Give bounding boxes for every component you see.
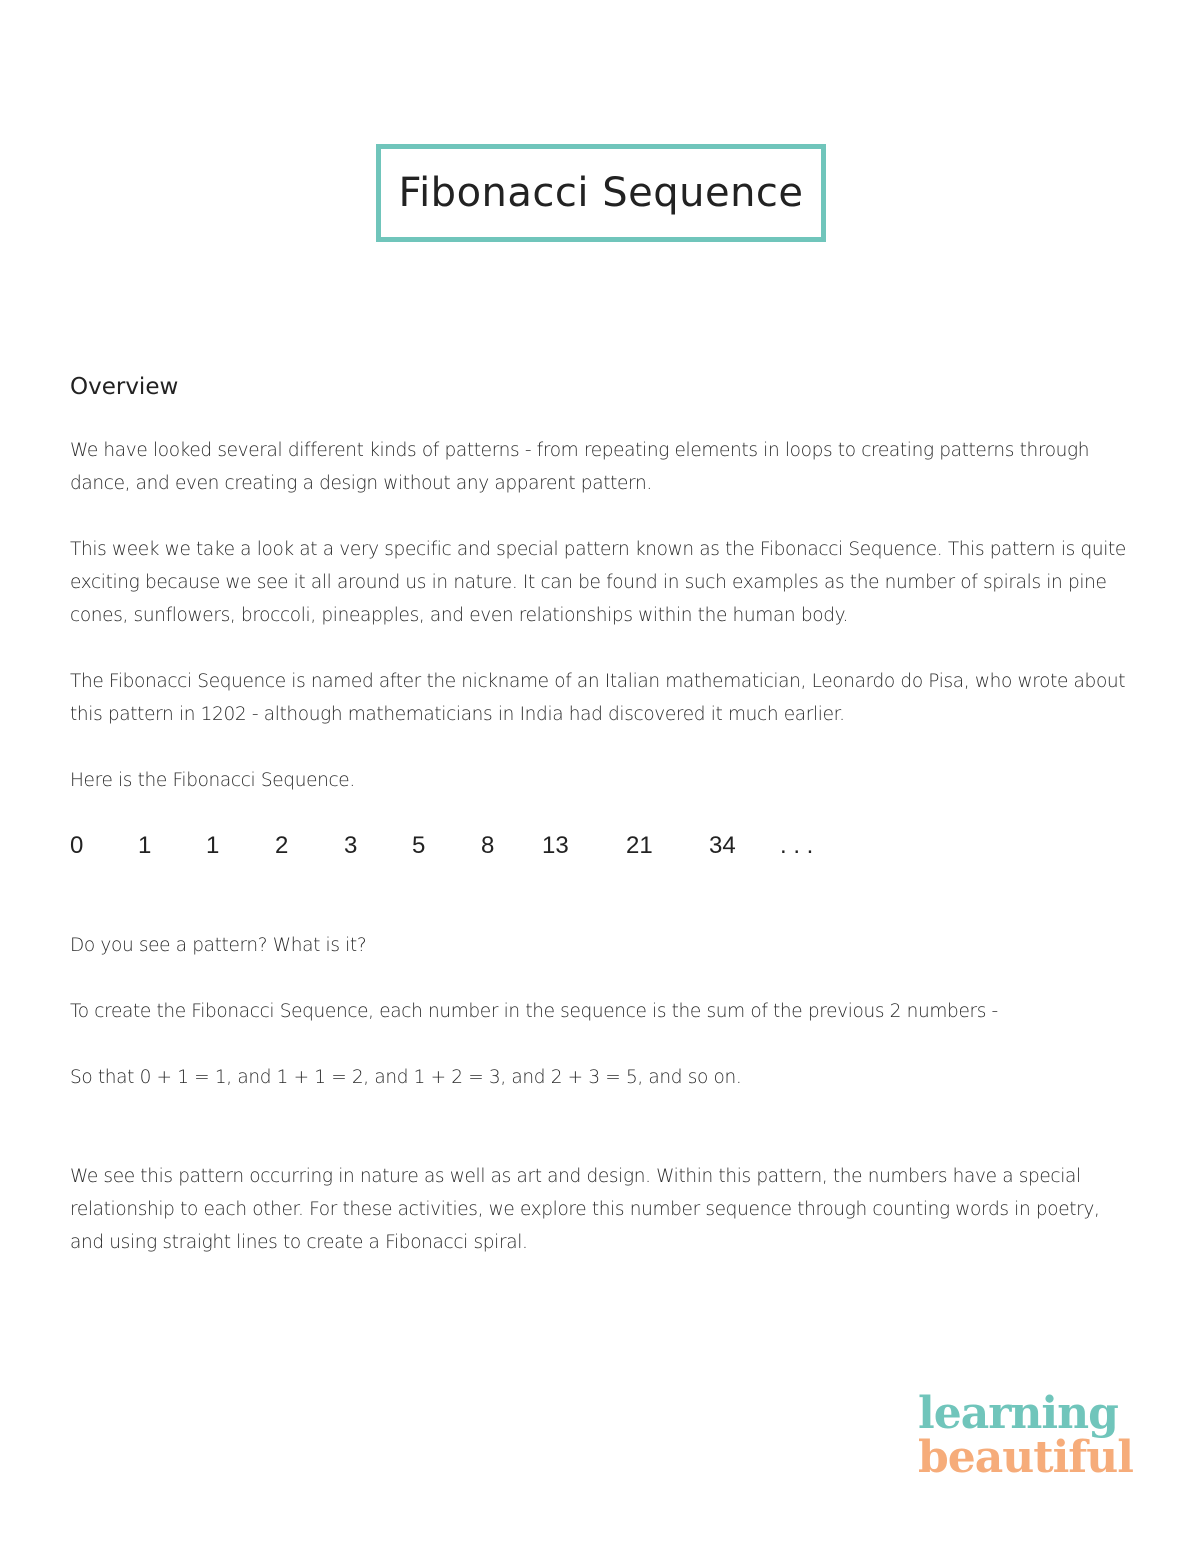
title-box <box>376 144 826 242</box>
paragraph-here-is-sequence: Here is the Fibonacci Sequence. <box>70 770 355 791</box>
paragraph-this-week: This week we take a look at a very specific and special pattern known as the Fibonacci Sequence. This pattern is quite exciting because we see it all around us in nature. It can be found in such examples as the number of spirals in pine cones, sunflowers, broccoli, pineapples, and even relationships within the human body. <box>70 539 1126 626</box>
paragraph-how-to-create: To create the Fibonacci Sequence, each number in the sequence is the sum of the previous 2 numbers - <box>70 1001 998 1022</box>
fibonacci-sequence-row: 0 1 1 2 3 5 8 13 21 34 . . . <box>70 832 814 859</box>
main-content <box>70 368 1135 1292</box>
paragraph-question: Do you see a pattern? What is it? <box>70 935 367 956</box>
logo-line-learning: learning <box>918 1388 1118 1439</box>
paragraph-nature-art: We see this pattern occurring in nature as well as art and design. Within this pattern, the numbers have a special relationship to each other. For these activities, we explore this number sequence through counting words in poetry, and using straight lines to create a Fibonacci spiral. <box>70 1166 1100 1253</box>
logo-line-beautiful: beautiful <box>918 1432 1133 1483</box>
overview-heading: Overview <box>70 374 179 400</box>
learning-beautiful-logo <box>918 1388 1138 1483</box>
page-title: Fibonacci Sequence <box>398 170 804 216</box>
paragraph-example-sums: So that 0 + 1 = 1, and 1 + 1 = 2, and 1 + 2 = 3, and 2 + 3 = 5, and so on. <box>70 1067 742 1088</box>
paragraph-history: The Fibonacci Sequence is named after the nickname of an Italian mathematician, Leonardo do Pisa, who wrote about this pattern in 1202 - although mathematicians in India had discovered it much earlier. <box>70 671 1126 725</box>
paragraph-patterns-intro: We have looked several different kinds of patterns - from repeating elements in loops to creating patterns through dance, and even creating a design without any apparent pattern. <box>70 440 1090 494</box>
